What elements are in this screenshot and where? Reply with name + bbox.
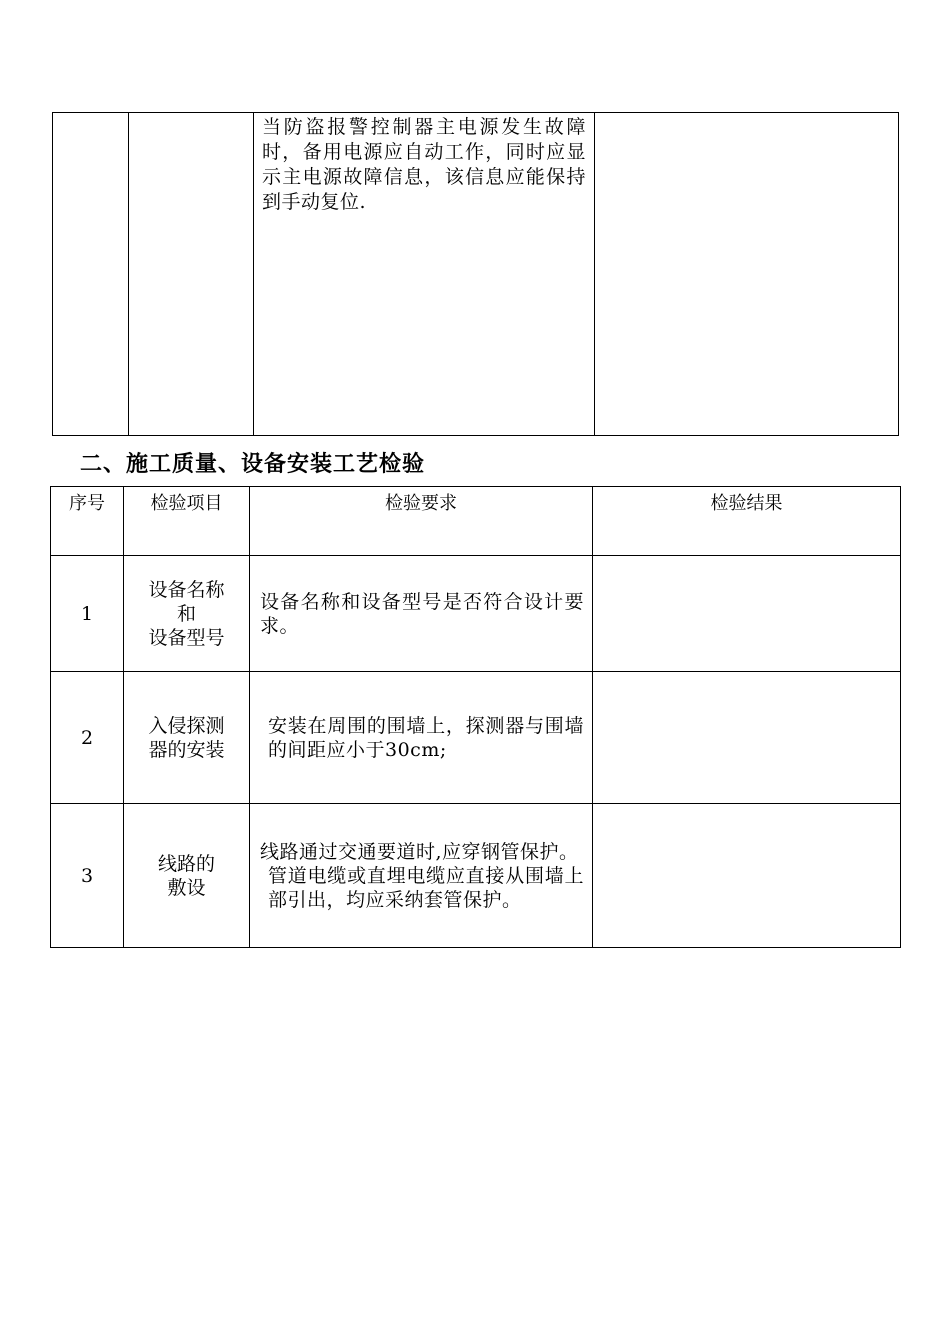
requirement-text: 当防盗报警控制器主电源发生故障时，备用电源应自动工作，同时应显示主电源故障信息，该信息应能保持到手动复位.	[262, 116, 586, 213]
requirement-line: 安装在周围的围墙上，探测器与围墙的间距应小于30cm;	[268, 714, 584, 761]
requirement-cell	[250, 556, 593, 672]
seq-cell: 3	[51, 804, 124, 948]
table-row	[51, 804, 901, 948]
inspection-table	[50, 486, 901, 948]
header-seq: 序号	[51, 487, 124, 556]
table-row	[53, 113, 899, 436]
seq-cell: 2	[51, 672, 124, 804]
item-line: 器的安装	[148, 738, 225, 761]
header-requirement: 检验要求	[250, 487, 593, 556]
table-row	[51, 672, 901, 804]
item-line: 线路的	[157, 852, 215, 875]
result-cell	[593, 804, 901, 948]
seq-cell	[53, 113, 129, 436]
continued-table	[52, 112, 899, 436]
requirement-line: 设备名称和设备型号是否符合设计要求。	[260, 590, 584, 637]
result-cell	[595, 113, 899, 436]
header-row	[51, 487, 901, 556]
header-result: 检验结果	[593, 487, 901, 556]
result-cell	[593, 672, 901, 804]
item-line: 入侵探测	[148, 714, 225, 737]
item-cell	[124, 672, 250, 804]
item-line: 设备型号	[148, 626, 225, 649]
requirement-cell	[250, 804, 593, 948]
item-cell	[129, 113, 254, 436]
item-cell	[124, 556, 250, 672]
requirement-cell	[254, 113, 595, 436]
requirement-line: 管道电缆或直埋电缆应直接从围墙上部引出，均应采纳套管保护。	[268, 864, 584, 911]
requirement-cell	[250, 672, 593, 804]
header-item: 检验项目	[124, 487, 250, 556]
item-line: 敷设	[167, 876, 206, 899]
requirement-line: 线路通过交通要道时,应穿钢管保护。	[260, 840, 579, 863]
section-heading: 二、施工质量、设备安装工艺检验	[80, 452, 426, 477]
seq-cell: 1	[51, 556, 124, 672]
item-line: 设备名称	[148, 578, 225, 601]
item-line: 和	[176, 602, 196, 625]
table-row	[51, 556, 901, 672]
item-cell	[124, 804, 250, 948]
result-cell	[593, 556, 901, 672]
